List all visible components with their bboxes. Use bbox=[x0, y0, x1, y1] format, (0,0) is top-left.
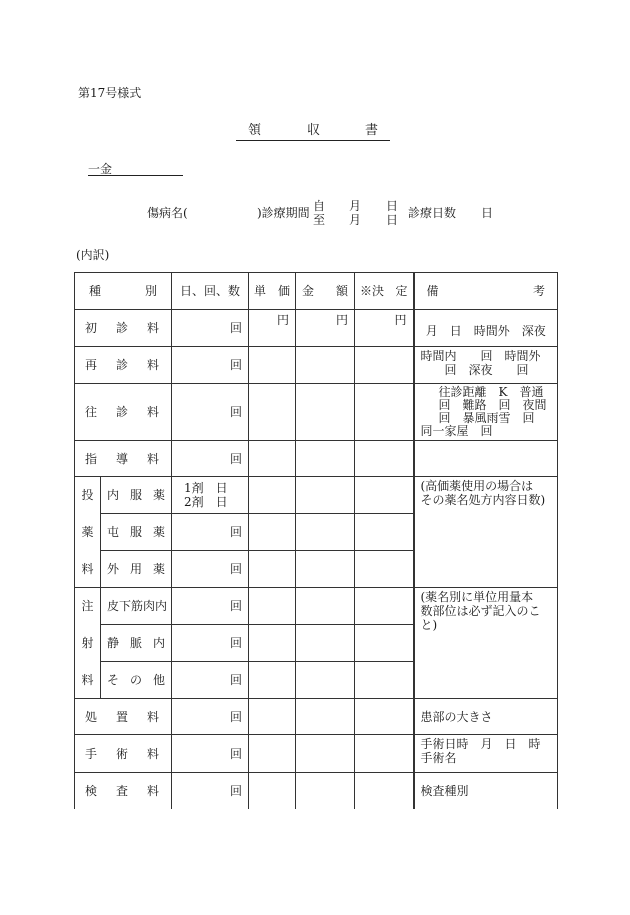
header-row bbox=[75, 273, 558, 310]
row-shochi-amount bbox=[296, 699, 355, 735]
row-naifuku-amount bbox=[296, 477, 355, 514]
shujutsu-char-3: 料 bbox=[146, 746, 159, 761]
gaiyou-char-3: 薬 bbox=[152, 562, 165, 576]
shidou-char-3: 料 bbox=[146, 451, 159, 466]
row-shujutsu bbox=[75, 735, 558, 773]
toyaku-char-1: 投 bbox=[75, 477, 101, 514]
row-shidou-price bbox=[249, 441, 296, 477]
title-char-1: 領 bbox=[248, 123, 262, 138]
kensa-char-2: 査 bbox=[115, 783, 128, 798]
row-shoshin-label bbox=[75, 310, 172, 347]
row-kensa-count: 回 bbox=[172, 773, 249, 809]
row-shoshin-price bbox=[249, 310, 296, 347]
tonpuku-char-2: 服 bbox=[129, 525, 142, 539]
remarks-oushin-line-3: 回 暴風雨雪 回 bbox=[438, 411, 535, 425]
shidou-char-2: 導 bbox=[115, 451, 128, 466]
remarks-chusha-line-1: (薬名別に単位用量本 bbox=[420, 590, 534, 604]
row-kensa-decision bbox=[355, 773, 414, 809]
shidou-char-1: 指 bbox=[85, 451, 98, 466]
row-hika bbox=[75, 588, 558, 625]
row-shujutsu-decision bbox=[355, 735, 414, 773]
remarks-toyaku bbox=[414, 477, 558, 588]
row-shidou-amount bbox=[296, 441, 355, 477]
header-amount-char-1: 金 bbox=[302, 284, 315, 298]
row-jomyaku-decision bbox=[355, 625, 414, 662]
row-tonpuku-count: 回 bbox=[172, 514, 249, 551]
header-decision-char-2: 定 bbox=[395, 284, 408, 298]
remarks-shidou bbox=[414, 441, 558, 477]
breakdown-table bbox=[74, 272, 558, 809]
header-type bbox=[75, 273, 172, 310]
kensa-char-1: 検 bbox=[85, 783, 98, 798]
remarks-saishin-line-1: 時間内 回 時間外 bbox=[420, 349, 541, 363]
chusha-char-3: 料 bbox=[75, 662, 101, 699]
row-jomyaku-count: 回 bbox=[172, 625, 249, 662]
row-kensa-price bbox=[249, 773, 296, 809]
yen-label: 円 bbox=[276, 313, 289, 327]
row-shochi-count: 回 bbox=[172, 699, 249, 735]
row-oushin-label bbox=[75, 384, 172, 441]
kensa-char-3: 料 bbox=[146, 783, 159, 798]
header-decision-char-1: ※決 bbox=[360, 284, 385, 298]
yen-label: 円 bbox=[394, 313, 407, 327]
row-jomyaku-label bbox=[101, 625, 172, 662]
naifuku-char-3: 薬 bbox=[152, 488, 165, 502]
saishin-char-1: 再 bbox=[85, 358, 98, 372]
row-sonota-decision bbox=[355, 662, 414, 699]
breakdown-label: (内訳) bbox=[76, 248, 110, 262]
header-remarks-char-1: 備 bbox=[426, 284, 439, 298]
title-char-3: 書 bbox=[365, 123, 379, 138]
row-naifuku-count bbox=[172, 477, 249, 514]
saishin-char-2: 診 bbox=[115, 358, 128, 372]
row-hika-count: 回 bbox=[172, 588, 249, 625]
row-jomyaku-price bbox=[249, 625, 296, 662]
row-sonota-amount bbox=[296, 662, 355, 699]
header-amount-char-2: 額 bbox=[335, 284, 348, 298]
from-month: 月 bbox=[349, 199, 362, 213]
row-oushin-price bbox=[249, 384, 296, 441]
form-number: 第17号様式 bbox=[78, 86, 142, 100]
row-gaiyou-count: 回 bbox=[172, 551, 249, 588]
amount-label: 一金 bbox=[88, 162, 113, 176]
tonpuku-char-3: 薬 bbox=[152, 525, 165, 539]
oushin-char-1: 往 bbox=[85, 405, 98, 419]
row-oushin bbox=[75, 384, 558, 441]
row-shochi-price bbox=[249, 699, 296, 735]
jomyaku-char-3: 内 bbox=[152, 636, 165, 650]
row-gaiyou-label bbox=[101, 551, 172, 588]
row-saishin-price bbox=[249, 347, 296, 384]
row-saishin-label bbox=[75, 347, 172, 384]
row-shujutsu-count: 回 bbox=[172, 735, 249, 773]
chusha-char-1: 注 bbox=[75, 588, 101, 625]
gaiyou-char-1: 外 bbox=[107, 562, 120, 576]
toyaku-char-3: 料 bbox=[75, 551, 101, 588]
row-naifuku-label bbox=[101, 477, 172, 514]
row-oushin-amount bbox=[296, 384, 355, 441]
row-shidou-decision bbox=[355, 441, 414, 477]
naifuku-count-line-1: 1剤 日 bbox=[184, 481, 228, 495]
shujutsu-char-2: 術 bbox=[115, 746, 128, 761]
jomyaku-char-1: 静 bbox=[107, 636, 120, 650]
sonota-char-2: の bbox=[129, 673, 142, 687]
shoshin-char-2: 診 bbox=[115, 321, 128, 335]
row-tonpuku-price bbox=[249, 514, 296, 551]
row-saishin-decision bbox=[355, 347, 414, 384]
row-shoshin-count: 回 bbox=[172, 310, 249, 347]
row-oushin-decision bbox=[355, 384, 414, 441]
shoshin-char-1: 初 bbox=[85, 321, 98, 335]
remarks-saishin bbox=[414, 347, 558, 384]
remarks-oushin-line-4: 同一家屋 回 bbox=[420, 424, 493, 438]
row-hika-amount bbox=[296, 588, 355, 625]
row-kensa bbox=[75, 773, 558, 809]
row-shochi bbox=[75, 699, 558, 735]
header-unit-price-char-1: 単 bbox=[254, 284, 267, 298]
remarks-chusha-line-3: と) bbox=[420, 618, 438, 632]
header-type-char-1: 種 bbox=[89, 284, 102, 298]
tonpuku-char-1: 屯 bbox=[107, 525, 120, 539]
shochi-char-2: 置 bbox=[115, 709, 128, 724]
row-shidou-label bbox=[75, 441, 172, 477]
header-unit-price-char-2: 価 bbox=[277, 284, 290, 298]
row-hika-label: 皮下筋肉内 bbox=[101, 588, 172, 625]
oushin-char-2: 診 bbox=[115, 405, 128, 419]
shoshin-char-3: 料 bbox=[146, 321, 159, 335]
row-tonpuku-label bbox=[101, 514, 172, 551]
remarks-oushin-line-2: 回 難路 回 夜間 bbox=[438, 398, 547, 412]
to-month: 月 bbox=[349, 213, 362, 227]
title-char-2: 収 bbox=[307, 123, 321, 138]
naifuku-count-line-2: 2剤 日 bbox=[184, 495, 228, 509]
remarks-shujutsu bbox=[414, 735, 558, 773]
header-decision bbox=[355, 273, 414, 310]
remarks-oushin bbox=[414, 384, 558, 441]
row-shidou-count: 回 bbox=[172, 441, 249, 477]
row-gaiyou-price bbox=[249, 551, 296, 588]
to-day: 日 bbox=[386, 213, 399, 227]
row-saishin bbox=[75, 347, 558, 384]
saishin-char-3: 料 bbox=[146, 358, 159, 372]
row-sonota-label bbox=[101, 662, 172, 699]
remarks-shoshin: 月 日 時間外 深夜 bbox=[414, 310, 558, 347]
header-remarks bbox=[414, 273, 558, 310]
from-day: 日 bbox=[386, 199, 399, 213]
row-shoshin bbox=[75, 310, 558, 347]
shujutsu-char-1: 手 bbox=[85, 746, 98, 761]
document-title bbox=[236, 124, 390, 141]
remarks-oushin-line-1: 往診距離 K 普通 bbox=[438, 385, 544, 399]
row-naifuku bbox=[75, 477, 558, 514]
treatment-days-unit: 日 bbox=[481, 206, 494, 220]
row-oushin-count: 回 bbox=[172, 384, 249, 441]
remarks-toyaku-line-2: その薬名処方内容日数) bbox=[420, 493, 546, 507]
row-jomyaku-amount bbox=[296, 625, 355, 662]
row-naifuku-decision bbox=[355, 477, 414, 514]
header-remarks-char-2: 考 bbox=[532, 284, 545, 298]
treatment-days-label: 診療日数 bbox=[408, 206, 457, 220]
row-tonpuku-amount bbox=[296, 514, 355, 551]
row-shujutsu-price bbox=[249, 735, 296, 773]
remarks-shochi: 患部の大きさ bbox=[414, 699, 558, 735]
row-shujutsu-label bbox=[75, 735, 172, 773]
remarks-shujutsu-line-2: 手術名 bbox=[420, 751, 457, 765]
remarks-kensa: 検査種別 bbox=[414, 773, 558, 809]
naifuku-char-2: 服 bbox=[129, 488, 142, 502]
header-unit-price bbox=[249, 273, 296, 310]
row-shoshin-amount bbox=[296, 310, 355, 347]
row-saishin-count: 回 bbox=[172, 347, 249, 384]
row-tonpuku-decision bbox=[355, 514, 414, 551]
row-gaiyou-amount bbox=[296, 551, 355, 588]
row-shoshin-decision bbox=[355, 310, 414, 347]
remarks-chusha bbox=[414, 588, 558, 699]
oushin-char-3: 料 bbox=[146, 405, 159, 419]
remarks-shujutsu-line-1: 手術日時 月 日 時 bbox=[420, 737, 541, 751]
row-naifuku-price bbox=[249, 477, 296, 514]
jomyaku-char-2: 脈 bbox=[129, 636, 142, 650]
row-kensa-label bbox=[75, 773, 172, 809]
row-saishin-amount bbox=[296, 347, 355, 384]
period-to: 至 bbox=[313, 213, 326, 227]
row-hika-decision bbox=[355, 588, 414, 625]
header-count: 日、回、数 bbox=[172, 273, 249, 310]
sonota-char-1: そ bbox=[107, 673, 120, 687]
shochi-char-3: 料 bbox=[146, 709, 159, 724]
chusha-char-2: 射 bbox=[75, 625, 101, 662]
period-label: )診療期間 bbox=[257, 206, 310, 220]
row-sonota-count: 回 bbox=[172, 662, 249, 699]
row-sonota-price bbox=[249, 662, 296, 699]
toyaku-char-2: 薬 bbox=[75, 514, 101, 551]
disease-label: 傷病名( bbox=[147, 206, 188, 220]
amount-line bbox=[88, 160, 183, 176]
header-amount bbox=[296, 273, 355, 310]
period-from: 自 bbox=[313, 199, 326, 213]
row-shidou bbox=[75, 441, 558, 477]
row-shochi-decision bbox=[355, 699, 414, 735]
remarks-toyaku-line-1: (高価薬使用の場合は bbox=[420, 479, 534, 493]
row-kensa-amount bbox=[296, 773, 355, 809]
row-gaiyou-decision bbox=[355, 551, 414, 588]
gaiyou-char-2: 用 bbox=[129, 562, 142, 576]
row-shochi-label bbox=[75, 699, 172, 735]
naifuku-char-1: 内 bbox=[107, 488, 120, 502]
row-hika-price bbox=[249, 588, 296, 625]
header-type-char-2: 別 bbox=[144, 284, 157, 298]
shochi-char-1: 処 bbox=[85, 709, 98, 724]
sonota-char-3: 他 bbox=[152, 673, 165, 687]
remarks-chusha-line-2: 数部位は必ず記入のこ bbox=[420, 604, 541, 618]
yen-label: 円 bbox=[335, 313, 348, 327]
row-shujutsu-amount bbox=[296, 735, 355, 773]
remarks-saishin-line-2: 回 深夜 回 bbox=[444, 363, 529, 377]
